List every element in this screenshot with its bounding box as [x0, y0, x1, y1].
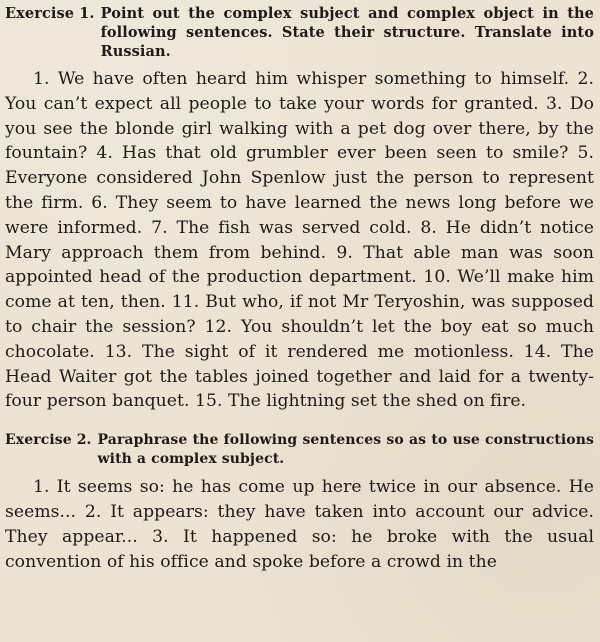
exercise-1 [5, 4, 594, 414]
exercise-2 [5, 431, 594, 574]
exercise-2-heading [5, 431, 594, 469]
exercise-1-sentences: 1. We have often heard him whisper something to himself. 2. You can’t expect all people to take your words for granted. 3. Do you see the blonde girl walking with a pet dog over there, by the fountain? 4. Has that old grumbler ever been seen to smile? 5. Everyone considered John Spenlow just the person to represent the firm. 6. They seem to have learned the news long before we were informed. 7. The fish was served cold. 8. He didn’t notice Mary approach them from behind. 9. That able man was soon appointed head of the production department. 10. We’ll make him come at ten, then. 11. But who, if not Mr Teryoshin, was supposed to chair the session? 12. You shouldn’t let the boy eat so much chocolate. 13. The sight of it rendered me motionless. 14. The Head Waiter got the tables joined together and laid for a twenty-four person banquet. 15. The lightning set the shed on fire. [5, 69, 594, 412]
exercise-1-heading [5, 4, 594, 61]
exercise-1-label: Exercise 1. [5, 5, 95, 22]
exercise-2-label: Exercise 2. [5, 432, 92, 449]
exercise-2-sentences: 1. It seems so: he has come up here twice in our absence. He seems... 2. It appears: they have taken into account our advice. They appear... 3. It happened so: he broke with the usual convention of his office and spoke before a crowd in the [5, 477, 594, 572]
exercise-1-instruction: Point out the complex subject and complex object in the following sentences. State their structure. Translate into Russian. [100, 5, 594, 60]
exercise-2-instruction: Paraphrase the following sentences so as to use constructions with a complex subject. [97, 432, 594, 468]
